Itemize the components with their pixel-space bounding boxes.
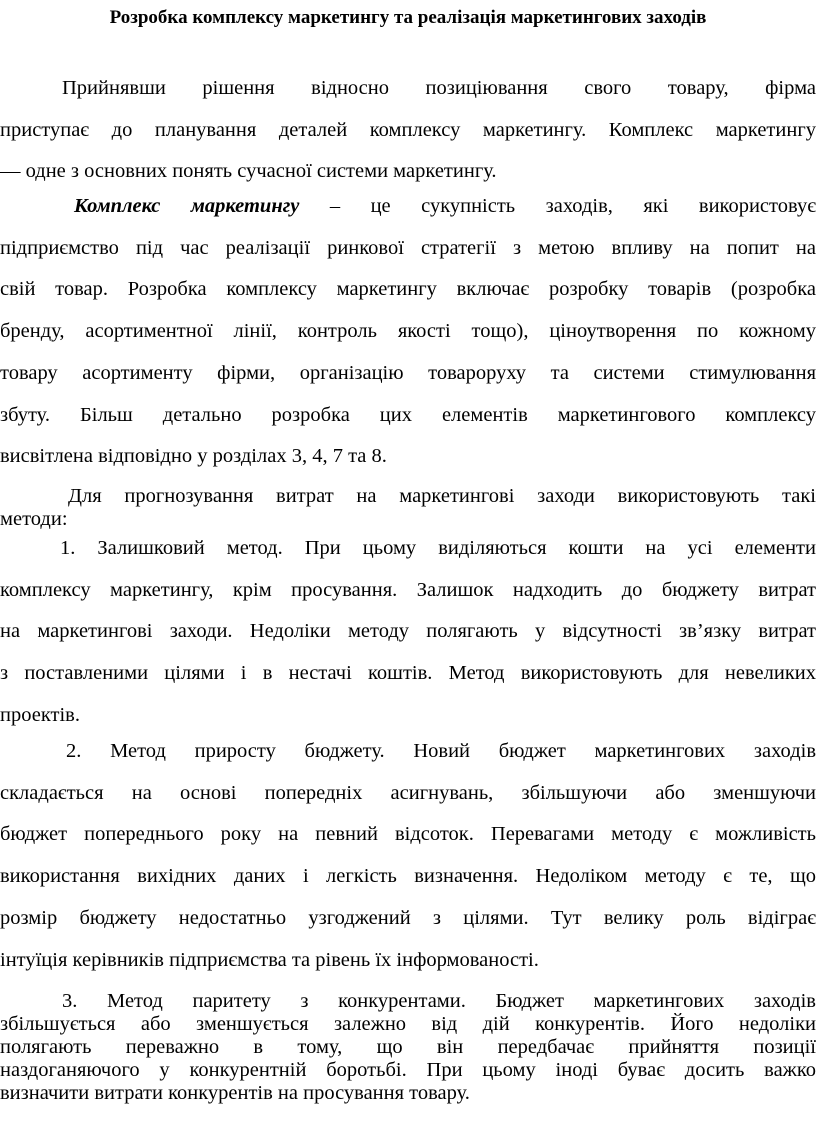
text-line: збуту. Більш детально розробка цих елементів маркетингового комплексу (0, 403, 816, 426)
text-line: 1. Залишковий метод. При цьому виділяються кошти на усі елементи (60, 537, 816, 559)
list-item-budget-growth-method (0, 731, 816, 981)
text-line: наздоганяючого у конкурентній боротьбі. При цьому іноді буває досить важко (0, 1059, 816, 1081)
list-item-residual-method (0, 528, 816, 737)
text-line (0, 186, 816, 228)
text-line: приступає до планування деталей комплексу маркетингу. Комплекс маркетингу (0, 118, 816, 141)
text-line: бюджет попереднього року на певний відсоток. Перевагами методу є можливість (0, 823, 816, 846)
text-line: методи: (0, 508, 68, 530)
text-line: складається на основі попередніх асигнувань, збільшуючи або зменшуючи (0, 781, 816, 804)
text-line: 3. Метод паритету з конкурентами. Бюджет маркетингових заходів (62, 990, 816, 1012)
text-line: з поставленими цілями і в нестачі коштів. Метод використовують для невеликих (0, 662, 816, 685)
text-line: свій товар. Розробка комплексу маркетингу включає розробку товарів (розробка (0, 278, 816, 301)
text-line: 2. Метод приросту бюджету. Новий бюджет маркетингових заходів (66, 740, 816, 762)
text-line: — одне з основних понять сучасної системи маркетингу. (0, 160, 497, 183)
text-line: Для прогнозування витрат на маркетингові заходи використовують такі (68, 485, 816, 507)
document-title: Розробка комплексу маркетингу та реалізація маркетингових заходів (109, 7, 707, 28)
text-line: Прийнявши рішення відносно позиціювання свого товару, фірма (62, 77, 816, 99)
text-line: інтуїція керівників підприємства та рівень їх інформованості. (0, 948, 539, 971)
text-line: визначити витрати конкурентів на просування товару. (0, 1082, 470, 1104)
text-line: використання вихідних даних і легкість визначення. Недоліком методу є те, що (0, 865, 816, 888)
paragraph-intro (0, 68, 816, 193)
text-line: на маркетингові заходи. Недоліки методу полягають у відсутності зв’язку витрат (0, 620, 816, 643)
paragraph-definition (0, 186, 816, 478)
text-line: комплексу маркетингу, крім просування. Залишок надходить до бюджету витрат (0, 578, 816, 601)
text-line: збільшується або зменшується залежно від дій конкурентів. Його недоліки (0, 1013, 816, 1035)
text-line: полягають переважно в тому, що він передбачає прийняття позиції (0, 1036, 816, 1058)
text-line: бренду, асортиментної лінії, контроль якості тощо), ціноутворення по кожному (0, 320, 816, 343)
paragraph-methods-intro (0, 485, 816, 531)
text-line: підприємство під час реалізації ринкової стратегії з метою впливу на попит на (0, 236, 816, 259)
text-fragment: – це сукупність заходів, які використовує (299, 195, 816, 217)
text-line: розмір бюджету недостатньо узгоджений з цілями. Тут велику роль відіграє (0, 906, 816, 929)
text-line: проектів. (0, 703, 80, 726)
text-line: товару асортименту фірми, організацію товароруху та системи стимулювання (0, 361, 816, 384)
list-item-competitor-parity-method (0, 990, 816, 1105)
defined-term: Комплекс маркетингу (74, 195, 300, 217)
text-line: висвітлена відповідно у розділах 3, 4, 7 та 8. (0, 445, 387, 468)
